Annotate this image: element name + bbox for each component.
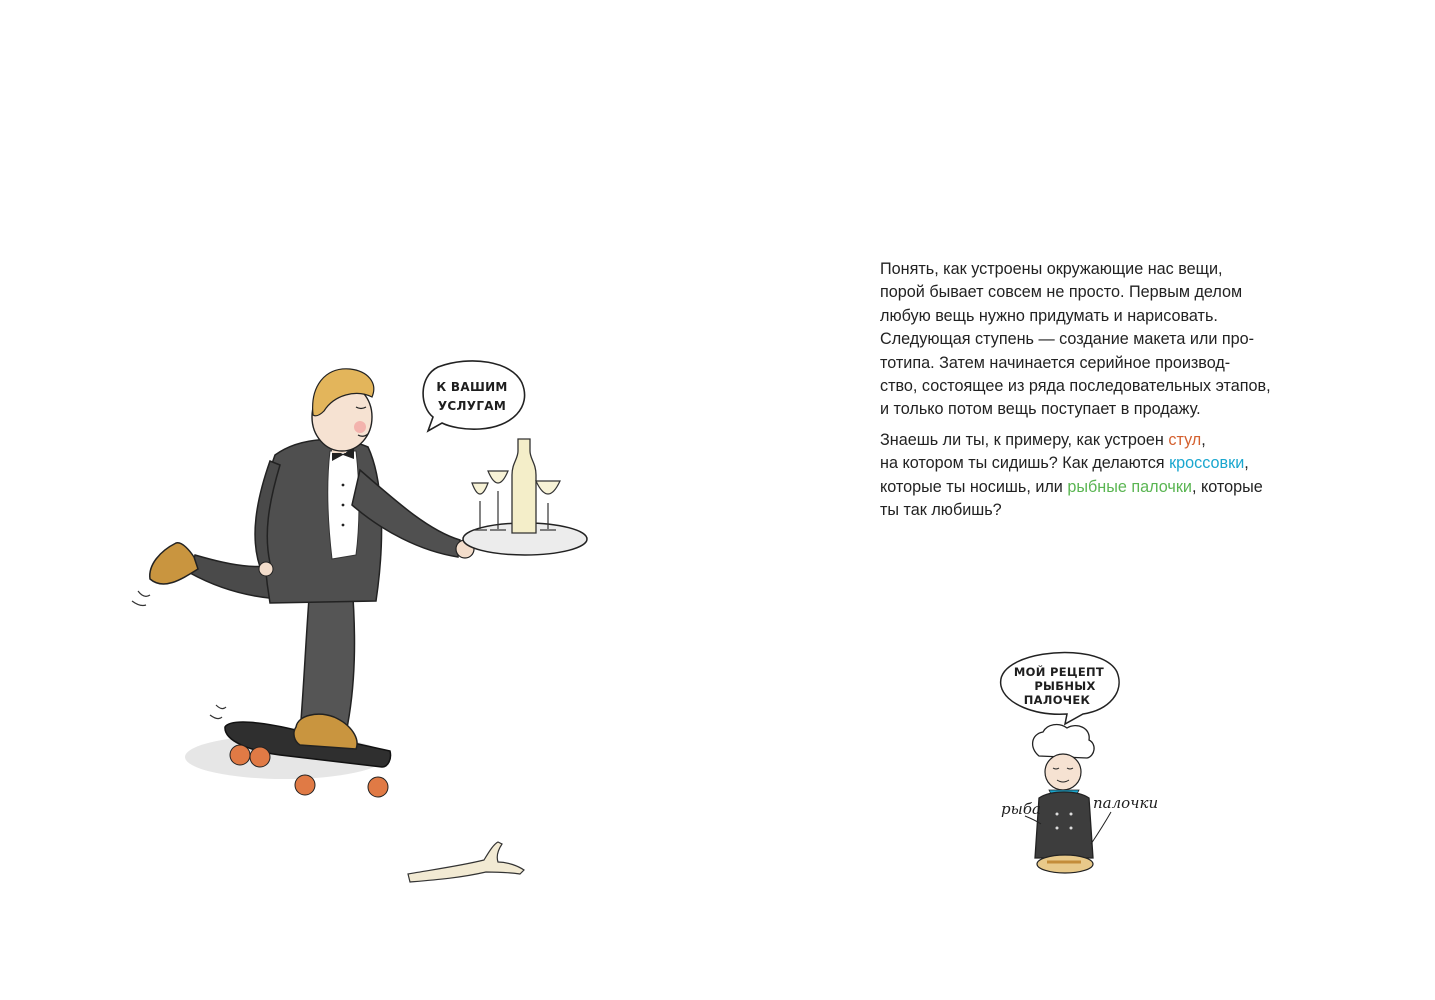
- frying-pan: [1037, 855, 1093, 873]
- p2-text: на котором ты сидишь? Как делаются: [880, 454, 1170, 473]
- jacket: [264, 439, 382, 603]
- chef-speech-bubble: [1001, 653, 1119, 724]
- motion-marks: [132, 591, 226, 719]
- highlight-chair: стул: [1168, 430, 1202, 449]
- chef-speech-line-2: РЫБНЫХ: [1034, 679, 1096, 693]
- p1-line: любую вещь нужно придумать и нарисовать.: [880, 306, 1218, 325]
- label-fish: рыба: [1001, 800, 1041, 818]
- body-text: [880, 258, 1300, 522]
- waiter-speech-bubble: [423, 361, 524, 431]
- p1-line: ство, состоящее из ряда последовательных этапов,: [880, 377, 1271, 396]
- paragraph-2: [880, 429, 1300, 523]
- p2-text: которые ты носишь, или: [880, 477, 1068, 496]
- stick-illustration: [400, 838, 530, 886]
- label-sticks-pointer: [1091, 812, 1111, 844]
- waiter-illustration: [120, 355, 590, 815]
- p2-text: ты так любишь?: [880, 501, 1002, 520]
- label-sticks: палочки: [1093, 794, 1159, 812]
- highlight-sneakers: кроссовки: [1169, 454, 1245, 473]
- paragraph-1: [880, 258, 1300, 422]
- back-shoe: [150, 543, 198, 584]
- cheek: [354, 421, 366, 433]
- front-leg: [300, 583, 354, 733]
- waiter-speech-line-1: К ВАШИМ: [436, 380, 508, 394]
- p1-line: Понять, как устроены окружающие нас вещи,: [880, 260, 1223, 278]
- chef-speech-line-1: МОЙ РЕЦЕПТ: [1013, 665, 1105, 679]
- chef-jacket: [1035, 792, 1093, 858]
- p1-line: тотипа. Затем начинается серийное производ-: [880, 353, 1231, 372]
- waiter-speech-line-2: УСЛУГАМ: [437, 399, 507, 413]
- p2-text: , которые: [1191, 477, 1263, 496]
- p1-line: Следующая ступень — создание макета или про-: [880, 330, 1255, 349]
- p2-text: ,: [1201, 430, 1206, 449]
- chef-hat: [1033, 725, 1094, 758]
- p2-text: ,: [1244, 454, 1249, 473]
- chef-illustration: [995, 648, 1170, 888]
- chef-speech-line-3: ПАЛОЧЕК: [1023, 693, 1091, 707]
- p1-line: порой бывает совсем не просто. Первым делом: [880, 283, 1243, 302]
- highlight-fish-sticks: рыбные палочки: [1067, 477, 1192, 496]
- chef-head: [1045, 754, 1081, 790]
- bottle: [512, 439, 536, 533]
- p2-text: Знаешь ли ты, к примеру, как устроен: [880, 430, 1169, 449]
- back-hand: [259, 562, 273, 576]
- p1-line: и только потом вещь поступает в продажу.: [880, 400, 1201, 419]
